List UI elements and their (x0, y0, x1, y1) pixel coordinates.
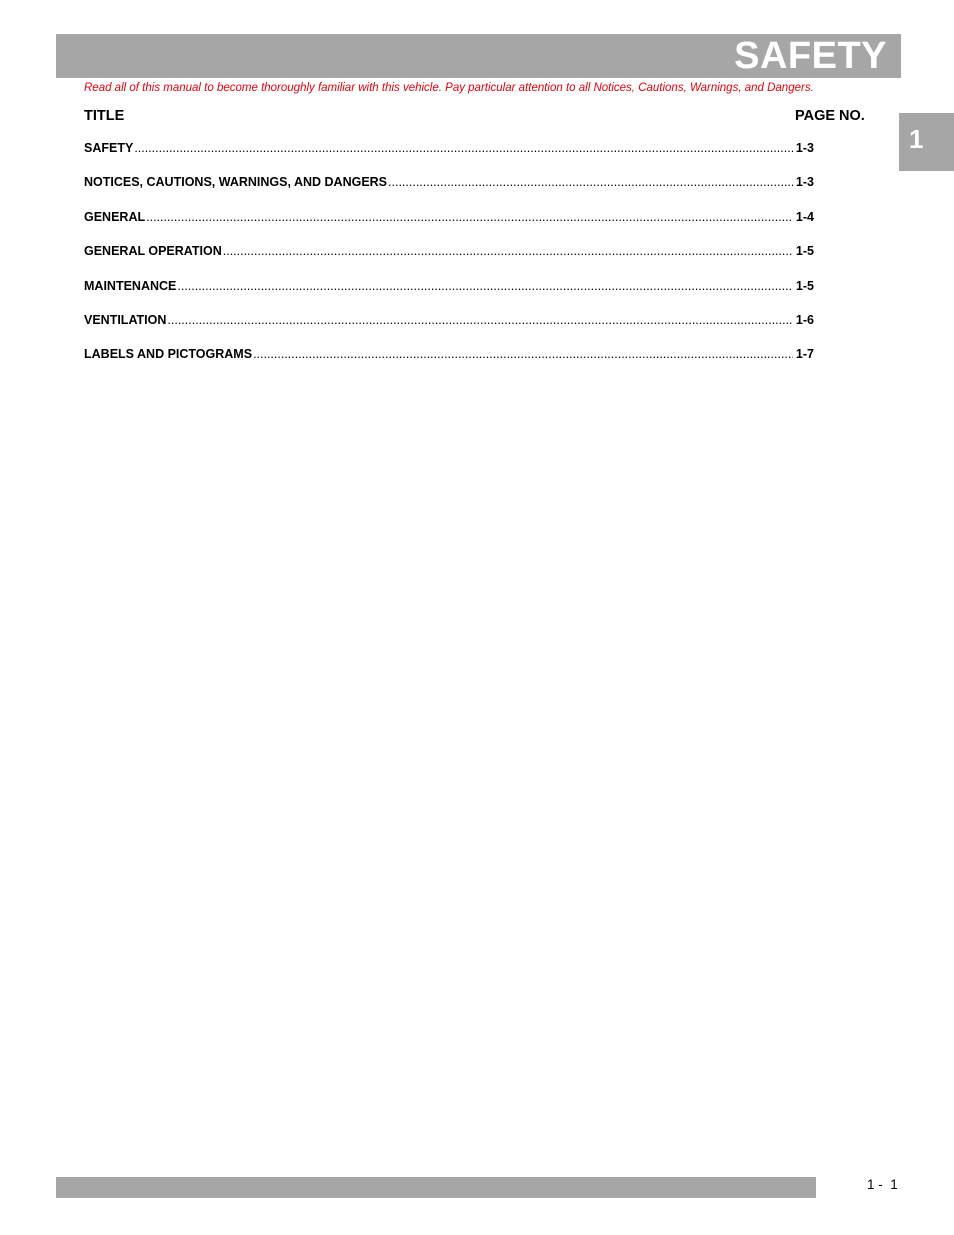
toc-entry-page: 1-5 (795, 278, 814, 293)
toc-entry-title: VENTILATION (84, 312, 167, 327)
toc-entry[interactable] (84, 210, 814, 244)
footer-page-number: 1 - 1 (867, 1177, 898, 1192)
chapter-header-bar (56, 34, 901, 78)
toc-entry-page: 1-4 (795, 209, 814, 224)
toc-entry-title: NOTICES, CAUTIONS, WARNINGS, AND DANGERS (84, 175, 388, 190)
toc-entry[interactable] (84, 347, 814, 381)
toc-dot-leader (253, 347, 793, 361)
toc-dot-leader (223, 244, 793, 258)
toc-entry-title: MAINTENANCE (84, 278, 177, 293)
toc-entry-title: LABELS AND PICTOGRAMS (84, 347, 253, 362)
toc-dot-leader (146, 210, 793, 224)
table-of-contents (84, 141, 814, 382)
toc-entry[interactable] (84, 175, 814, 209)
toc-entry-title: GENERAL (84, 209, 146, 224)
toc-entry-page: 1-7 (795, 347, 814, 362)
toc-dot-leader (167, 313, 793, 327)
chapter-tab (899, 113, 954, 171)
toc-entry-page: 1-6 (795, 312, 814, 327)
intro-notice: Read all of this manual to become thoroughly familiar with this vehicle. Pay particular attention to all Notices, Cautions, Warnings, and Dangers. (84, 82, 814, 94)
toc-entry[interactable] (84, 141, 814, 175)
toc-entry[interactable] (84, 244, 814, 278)
toc-dot-leader (388, 175, 793, 189)
toc-entry-title: SAFETY (84, 141, 134, 155)
toc-column-page: PAGE NO. (795, 108, 865, 124)
footer-bar (56, 1177, 816, 1198)
toc-entry-page: 1-3 (795, 141, 814, 155)
toc-entry-page: 1-3 (795, 175, 814, 190)
chapter-tab-number: 1 (909, 124, 924, 154)
toc-entry-title: GENERAL OPERATION (84, 244, 222, 259)
toc-entry[interactable] (84, 279, 814, 313)
chapter-title: SAFETY (734, 35, 887, 77)
toc-column-title: TITLE (84, 108, 125, 124)
toc-dot-leader (177, 279, 793, 293)
toc-entry[interactable] (84, 313, 814, 347)
toc-dot-leader (134, 141, 793, 155)
toc-entry-page: 1-5 (795, 244, 814, 259)
